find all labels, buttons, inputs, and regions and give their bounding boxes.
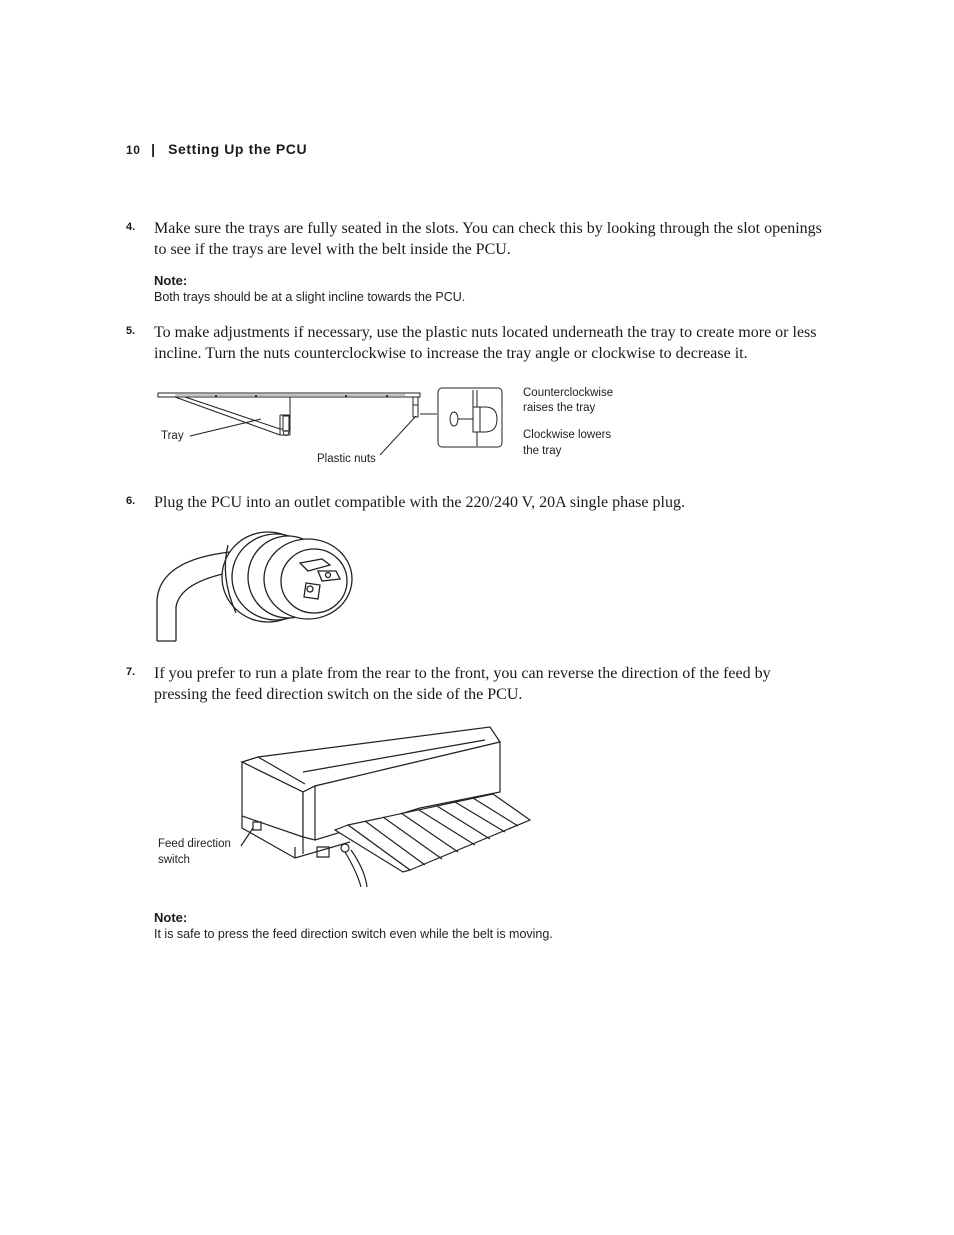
- note-tray-incline: [154, 272, 834, 306]
- clockwise-label-line2: the tray: [523, 445, 562, 457]
- counterclockwise-label-line2: raises the tray: [523, 402, 596, 414]
- page-header: [126, 141, 307, 157]
- note-title: Note:: [154, 910, 188, 925]
- step-number: 7.: [126, 666, 136, 678]
- pcu-feed-switch-figure: [155, 722, 540, 890]
- power-plug-figure: [150, 525, 370, 645]
- step-text: If you prefer to run a plate from the rear to the front, you can reverse the direction of the feed by pressing the feed direction switch on the side of the PCU.: [154, 665, 771, 703]
- note-body: Both trays should be at a slight incline towards the PCU.: [154, 290, 466, 304]
- step-5: [126, 323, 826, 364]
- note-feed-switch: [154, 909, 834, 943]
- step-number: 5.: [126, 325, 136, 337]
- tray-label: Tray: [161, 430, 184, 442]
- tray-adjustment-figure: [155, 383, 635, 468]
- feed-switch-label-line2: switch: [158, 854, 190, 866]
- plug-illustration: [150, 525, 370, 645]
- page-number: 10: [126, 143, 141, 157]
- feed-switch-label-line1: Feed direction: [158, 838, 231, 850]
- pcu-illustration: [155, 722, 540, 890]
- step-text: Plug the PCU into an outlet compatible with the 220/240 V, 20A single phase plug.: [154, 494, 685, 511]
- step-7: [126, 664, 826, 705]
- step-number: 4.: [126, 221, 136, 233]
- counterclockwise-label-line1: Counterclockwise: [523, 387, 614, 399]
- note-title: Note:: [154, 273, 188, 288]
- note-body: It is safe to press the feed direction switch even while the belt is moving.: [154, 927, 553, 941]
- plastic-nuts-label: Plastic nuts: [317, 453, 376, 465]
- header-title: Setting Up the PCU: [168, 141, 308, 157]
- step-6: [126, 493, 826, 514]
- header-separator: |: [151, 141, 156, 157]
- step-text: Make sure the trays are fully seated in the slots. You can check this by looking through the slot openings to see if the trays are level with the belt inside the PCU.: [154, 220, 822, 258]
- step-4: [126, 219, 826, 260]
- step-number: 6.: [126, 495, 136, 507]
- step-text: To make adjustments if necessary, use the plastic nuts located underneath the tray to create more or less incline. Turn the nuts counterclockwise to increase the tray angle or clockwise to decrease it.: [154, 324, 817, 362]
- clockwise-label-line1: Clockwise lowers: [523, 429, 612, 441]
